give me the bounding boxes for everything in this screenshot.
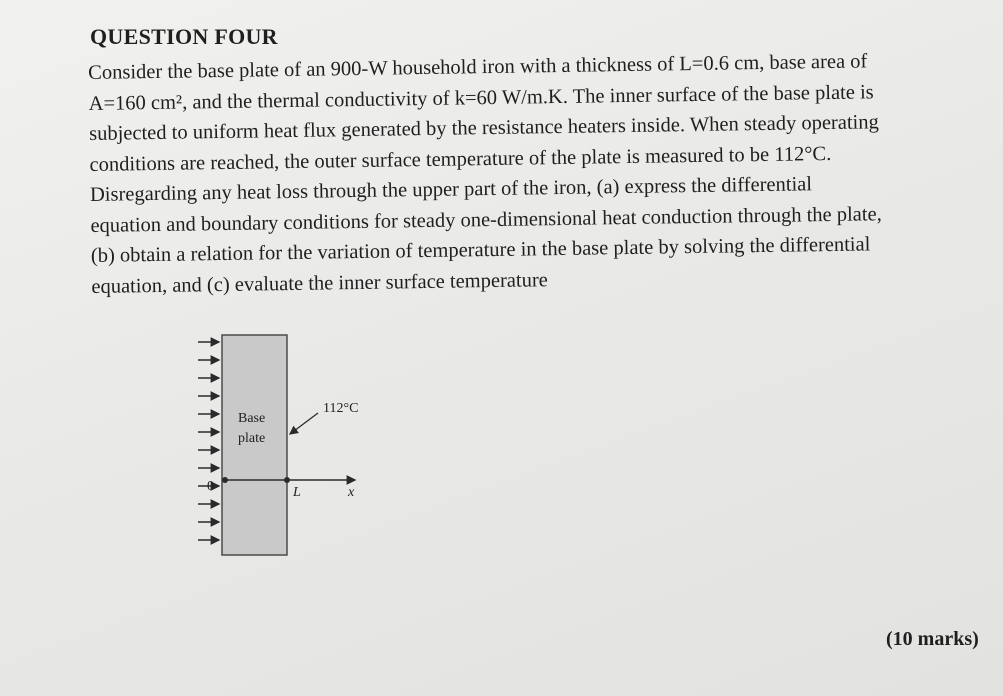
base-plate-figure bbox=[190, 330, 390, 560]
question-line: subjected to uniform heat flux generated by the resistance heaters inside. When steady operating bbox=[88, 111, 879, 145]
plate-label: plate bbox=[238, 431, 266, 446]
thickness-point bbox=[284, 477, 290, 483]
question-line: Consider the base plate of an 900-W household iron with a thickness of L=0.6 cm, base area of bbox=[88, 50, 868, 84]
origin-label: 0 bbox=[207, 479, 214, 494]
heat-flux-arrows bbox=[198, 342, 219, 540]
question-line: equation, and (c) evaluate the inner surface temperature bbox=[91, 268, 548, 298]
question-line: Disregarding any heat loss through the upper part of the iron, (a) express the differential bbox=[89, 173, 813, 206]
plate-label: Base bbox=[238, 411, 266, 426]
thickness-label: L bbox=[293, 485, 301, 500]
question-text bbox=[88, 45, 972, 302]
question-line: conditions are reached, the outer surface temperature of the plate is measured to be 112°C. bbox=[89, 142, 832, 176]
question-line: equation and boundary conditions for steady one-dimensional heat conduction through the plate, bbox=[90, 202, 882, 237]
question-line: A=160 cm², and the thermal conductivity of k=60 W/m.K. The inner surface of the base plate is bbox=[88, 80, 874, 115]
base-plate-diagram bbox=[190, 330, 390, 560]
origin-point bbox=[222, 477, 228, 483]
question-heading: QUESTION FOUR bbox=[90, 24, 278, 49]
temperature-pointer bbox=[290, 413, 318, 434]
axis-label: x bbox=[348, 485, 355, 500]
marks-label: (10 marks) bbox=[886, 628, 979, 650]
question-line: (b) obtain a relation for the variation of temperature in the base plate by solving the differential bbox=[90, 233, 871, 267]
temperature-label: 112°C bbox=[323, 401, 359, 416]
